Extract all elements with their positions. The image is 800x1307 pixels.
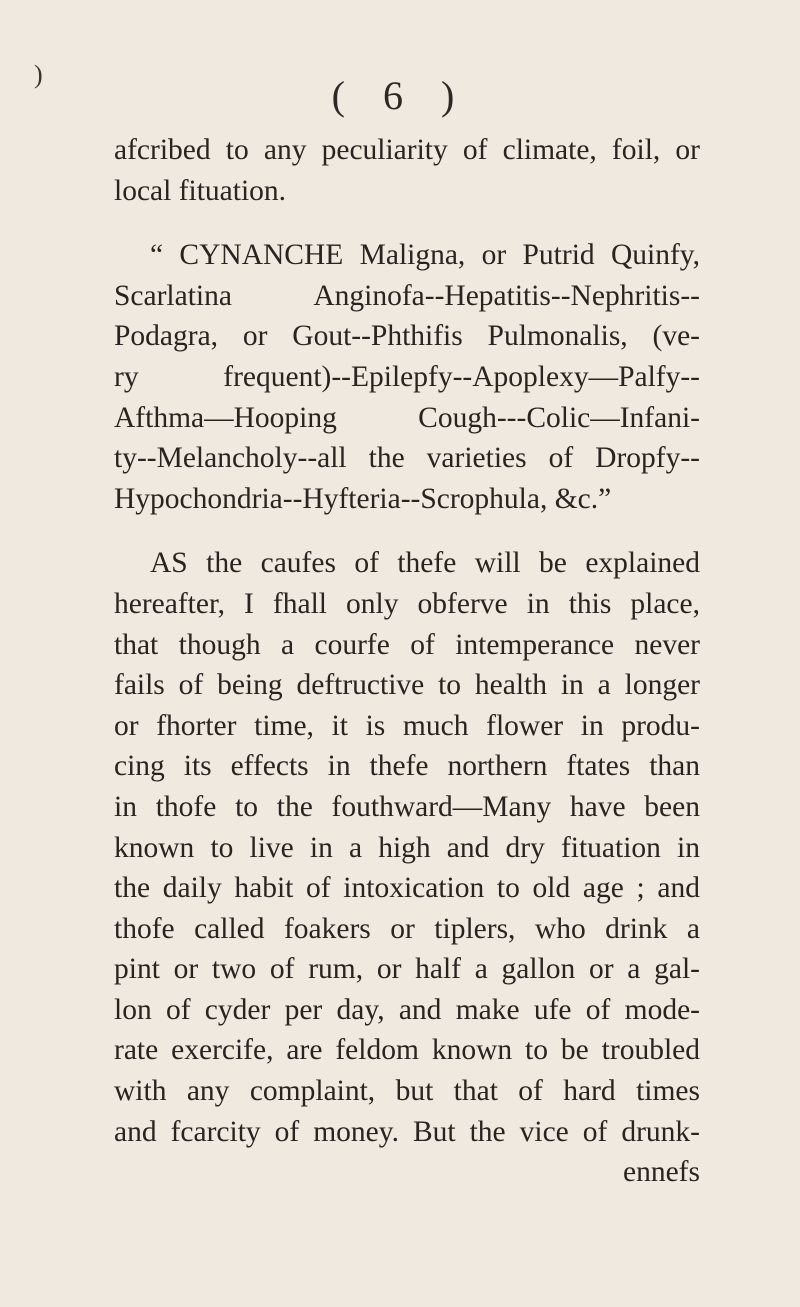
text-line: “ CYNANCHE Maligna, or Putrid Quinfy,	[150, 239, 700, 272]
body-text	[114, 130, 700, 1193]
text-line: afcribed to any peculiarity of climate, foil, or	[114, 134, 700, 166]
page-number: ( 6 )	[331, 73, 469, 118]
text-line: Afthma—Hooping Cough---Colic—Infani-	[114, 401, 700, 434]
text-line: Scarlatina Anginofa--Hepatitis--Nephritis--	[114, 279, 700, 312]
text-line: ry frequent)--Epilepfy--Apoplexy—Palfy--	[114, 360, 700, 393]
text-line: hereafter, I fhall only obferve in this place,	[114, 587, 700, 620]
text-line: cing its effects in thefe northern ftates than	[114, 750, 700, 783]
text-line: thofe called foakers or tiplers, who drink a	[114, 912, 700, 945]
text-line: lon of cyder per day, and make ufe of mode-	[114, 993, 700, 1026]
text-line: rate exercife, are feldom known to be troubled	[114, 1034, 700, 1067]
text-line: the daily habit of intoxication to old age ; and	[114, 872, 700, 905]
text-line: local fituation.	[114, 174, 287, 207]
text-line: Hypochondria--Hyfteria--Scrophula, &c.”	[114, 482, 612, 515]
text-line: ty--Melancholy--all the varieties of Dropfy--	[114, 442, 700, 475]
text-line: or fhorter time, it is much flower in produ-	[114, 709, 700, 742]
text-line: with any complaint, but that of hard times	[114, 1075, 700, 1108]
text-line: AS the caufes of thefe will be explained	[150, 547, 700, 580]
text-line: in thofe to the fouthward—Many have been	[114, 790, 700, 823]
catchword: ennefs	[623, 1156, 700, 1189]
text-line: known to live in a high and dry fituation in	[114, 831, 700, 864]
text-line: fails of being deftructive to health in a longer	[114, 669, 700, 702]
text-line: that though a courfe of intemperance never	[114, 628, 700, 661]
text-line: Podagra, or Gout--Phthifis Pulmonalis, (ve-	[114, 320, 700, 353]
margin-mark: )	[34, 60, 43, 89]
text-line: and fcarcity of money. But the vice of drunk-	[114, 1115, 700, 1148]
text-line: pint or two of rum, or half a gallon or a gal-	[114, 953, 700, 986]
